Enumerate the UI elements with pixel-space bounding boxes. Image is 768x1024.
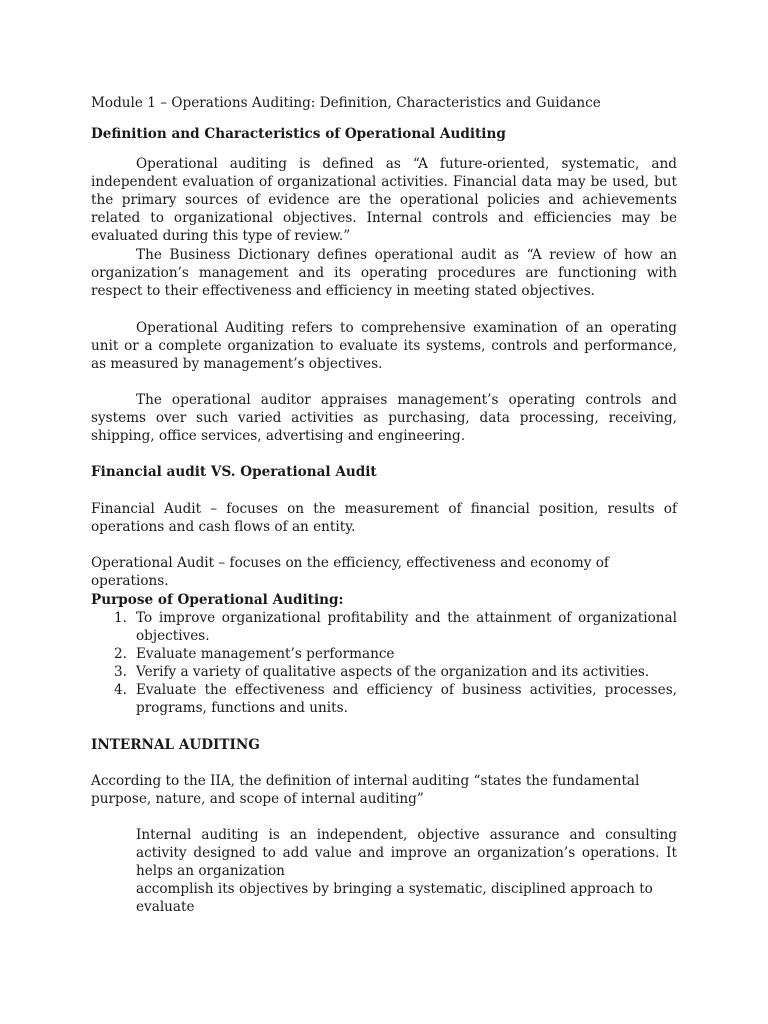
list-item bbox=[91, 681, 677, 717]
paragraph-definition-3: Operational Auditing refers to comprehensive examination of an operating unit or a complete organization to evaluate its systems, controls and performance, as measured by management’s objectives. bbox=[91, 320, 677, 372]
paragraph-definition-4: The operational auditor appraises management’s operating controls and systems over such varied activities as purchasing, data processing, receiving, shipping, office services, advertising and engineering. bbox=[91, 392, 677, 444]
paragraph-iia-definition: According to the IIA, the definition of internal auditing “states the fundamental purpose, nature, and scope of internal auditing” bbox=[91, 773, 640, 807]
paragraph-definition-1: Operational auditing is defined as “A future-oriented, systematic, and independent evaluation of organizational activities. Financial data may be used, but the primary sources of evidence are the operational policies and achievements related to organizational objectives. Internal controls and efficiencies may be evaluated during this type of review.” bbox=[91, 156, 677, 244]
list-item-number: 4. bbox=[114, 682, 127, 698]
paragraph-definition-2: The Business Dictionary defines operational audit as “A review of how an organization’s management and its operating procedures are functioning with respect to their effectiveness and efficiency in meeting stated objectives. bbox=[91, 247, 677, 299]
quote-paragraph-line-1: Internal auditing is an independent, objective assurance and consulting activity designed to add value and improve an organization’s operations. It helps an organization bbox=[136, 827, 677, 879]
list-item-number: 2. bbox=[114, 646, 127, 662]
paragraph-financial-audit: Financial Audit – focuses on the measurement of financial position, results of operations and cash flows of an entity. bbox=[91, 501, 677, 535]
section-heading-purpose: Purpose of Operational Auditing: bbox=[91, 592, 344, 608]
list-item bbox=[91, 645, 677, 663]
quote-paragraph-line-2: accomplish its objectives by bringing a systematic, disciplined approach to evaluate bbox=[136, 881, 653, 915]
list-item bbox=[91, 663, 677, 681]
section-heading-comparison: Financial audit VS. Operational Audit bbox=[91, 464, 377, 480]
document-title: Module 1 – Operations Auditing: Definition, Characteristics and Guidance bbox=[91, 95, 601, 111]
list-item-text: Verify a variety of qualitative aspects of the organization and its activities. bbox=[136, 664, 650, 680]
list-item-text: To improve organizational profitability and the attainment of organizational objectives. bbox=[136, 610, 677, 644]
section-heading-definition: Definition and Characteristics of Operational Auditing bbox=[91, 126, 506, 142]
section-heading-internal-auditing: INTERNAL AUDITING bbox=[91, 737, 260, 753]
purpose-list bbox=[91, 609, 677, 717]
paragraph-operational-audit: Operational Audit – focuses on the efficiency, effectiveness and economy of operations. bbox=[91, 555, 609, 589]
list-item-number: 1. bbox=[114, 610, 127, 626]
list-item-text: Evaluate the effectiveness and efficiency of business activities, processes, programs, functions and units. bbox=[136, 682, 677, 716]
list-item bbox=[91, 609, 677, 645]
list-item-text: Evaluate management’s performance bbox=[136, 646, 395, 662]
list-item-number: 3. bbox=[114, 664, 127, 680]
